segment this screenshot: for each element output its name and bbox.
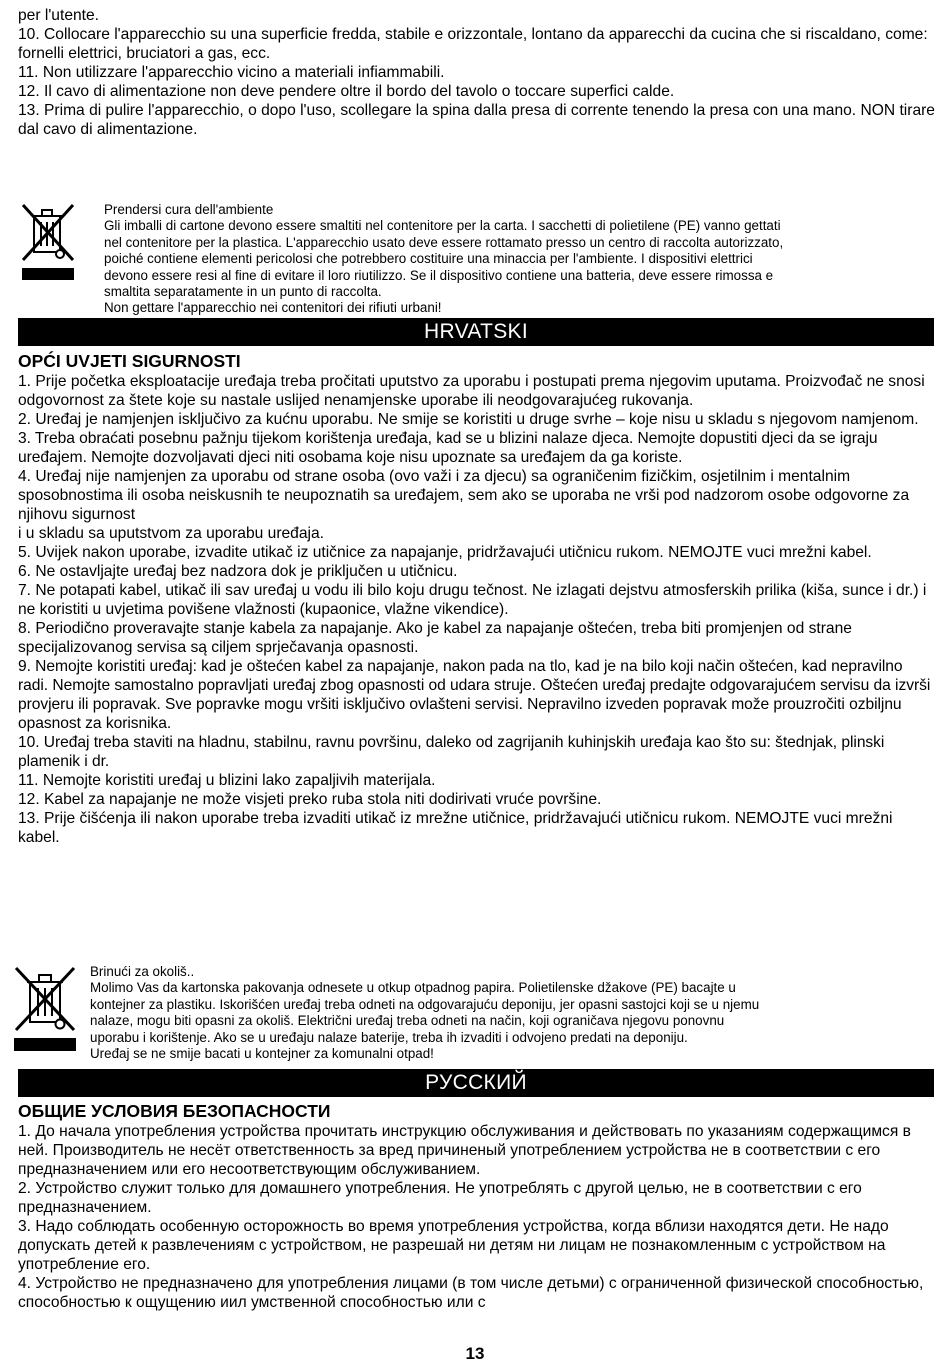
hr-section-heading: OPĆI UVJETI SIGURNOSTI (18, 351, 241, 371)
ru-item: 1. До начала употребления устройства прочитать инструкцию обслуживания и действовать по указаниям содержащимся в ней. Производитель не несёт ответственность за вред причиненый употреблением устройства не в соответствии с его предназначением или его несоответствующим обслуживанием. (18, 1123, 911, 1178)
hr-env-line: nalaze, mogu biti opasni za okoliš. Električni uređaj treba odneti na način, koji ograničava njegovu ponovnu (90, 1013, 725, 1029)
hr-env-line: Brinući za okoliš.. (90, 964, 195, 979)
it-env-line: Non gettare l'apparecchio nei contenitori dei rifiuti urbani! (104, 300, 442, 316)
it-item: per l'utente. (18, 7, 99, 24)
ru-item: 2. Устройство служит только для домашнего употребления. Не употреблять с другой целью, не в соответствии с его предназначением. (18, 1180, 862, 1216)
section-banner-russian: РУССКИЙ (18, 1069, 934, 1097)
hr-item: 10. Uređaj treba staviti na hladnu, stabilnu, ravnu površinu, daleko od zagrijanih kuhinjskih uređaja kao što su: štednjak, plinski plamenik i dr. (18, 734, 885, 770)
hr-item: 4. Uređaj nije namjenjen za uporabu od strane osoba (ovo važi i za djecu) sa ograničenim fizičkim, osjetilnim i mentalnim sposobnostima ili osoba neiskusnih te neupoznatih sa uređajem, sem ako se uporaba ne vrši pod nadzorom osobe odgovorne za njihovu sigurnost (18, 468, 910, 523)
hr-item: 7. Ne potapati kabel, utikač ili sav uređaj u vodu ili bilo koju drugu tečnost. Ne izlagati dejstvu atmosferskih prilika (kiša, sunce i dr.) i ne koristiti u uvjetima povišene vlažnosti (kupaonice, vlažne vikendice). (18, 582, 927, 618)
it-item: 11. Non utilizzare l'apparecchio vicino a materiali infiammabili. (18, 64, 445, 81)
crossed-out-bin-icon (20, 202, 76, 284)
it-env-line: poiché contiene elementi pericolosi che potrebbero costituire una minaccia per l'ambiente. I dispositivi elettrici (104, 251, 753, 267)
it-env-line: Gli imballi di cartone devono essere smaltiti nel contenitore per la carta. I sacchetti di polietilene (PE) vanno gettati (104, 218, 781, 234)
page-number: 13 (465, 1344, 485, 1363)
hr-item: 8. Periodično proveravajte stanje kabela za napajanje. Ako je kabel za napajanje oštećen, treba biti promjenjen od strane specijalizovanog servisa są ciljem sprječavanja opasnosti. (18, 620, 852, 656)
croatian-safety-list (18, 372, 936, 847)
hr-env-line: Uređaj se ne smije bacati u kontejner za komunalni otpad! (90, 1046, 434, 1062)
hr-item: 9. Nemojte koristiti uređaj: kad je oštećen kabel za napajanje, nakon pada na tlo, kad je na bilo koji način oštećen, kad nepravilno radi. Nemojte samostalno popravljati uređaj zbog opasnosti od udara struje. Oštećen uređaj predajte odgovarajućem servisu da izvrši provjeru ili popravak. Sve popravke mogu vršiti isključivo ovlašteni servisi. Nepravilno izveden popravak može prouzročiti ozbiljnu opasnost za korisnika. (18, 658, 931, 732)
hr-item: 6. Ne ostavljajte uređaj bez nadzora dok je priključen u utičnicu. (18, 563, 458, 580)
hr-item: 3. Treba obraćati posebnu pažnju tijekom korištenja uređaja, kad se u blizini nalaze djeca. Nemojte dopustiti djeci da se igraju uređajem. Nemojte dozvoljavati djeci niti osobama koje nisu upoznate sa uređajem da ga koriste. (18, 430, 878, 466)
italian-safety-continuation (18, 6, 936, 139)
it-item: 10. Collocare l'apparecchio su una superficie fredda, stabile e orizzontale, lontano da apparecchi da cucina che si riscaldano, come: fornelli elettrici, bruciatori a gas, ecc. (18, 26, 928, 62)
hr-env-line: Molimo Vas da kartonska pakovanja odnesete u otkup otpadnog papira. Polietilenske džakove (PE) bacajte u (90, 980, 736, 996)
it-env-line: smaltita separatamente in un punto di raccolta. (104, 284, 382, 300)
hr-item: 1. Prije početka eksploatacije uređaja treba pročitati uputstvo za uporabu i postupati prema njegovim uputama. Proizvođač ne snosi odgovornost za štete koje su nastale uslijed nenamjenske uporabe ili neodgovarajućeg rukovanja. (18, 373, 925, 409)
russian-safety-list (18, 1122, 936, 1312)
it-env-line: Prendersi cura dell'ambiente (104, 202, 274, 217)
hr-item: 12. Kabel za napajanje ne može visjeti preko ruba stola niti dodirivati vruće površine. (18, 791, 602, 808)
hr-item: 13. Prije čišćenja ili nakon uporabe treba izvaditi utikač iz mrežne utičnice, pridržavajući utičnicu rukom. NEMOJTE vuci mrežni kabel. (18, 810, 893, 846)
hr-item: 2. Uređaj je namjenjen isključivo za kućnu uporabu. Ne smije se koristiti u druge svrhe – koje nisu u skladu s njegovom namjenom. (18, 411, 919, 428)
ru-section-heading: ОБЩИЕ УСЛОВИЯ БЕЗОПАСНОСТИ (18, 1101, 331, 1121)
hr-env-line: uporabu i korištenje. Ako se u uređaju nalaze baterije, treba ih izvaditi i odvojeno predati na deponiju. (90, 1029, 688, 1045)
it-item: 13. Prima di pulire l'apparecchio, o dopo l'uso, scollegare la spina dalla presa di corrente tenendo la presa con una mano. NON tirare dal cavo di alimentazione. (18, 102, 935, 138)
hr-item: 5. Uvijek nakon uporabe, izvadite utikač iz utičnice za napajanje, pridržavajući utičnicu rukom. NEMOJTE vuci mrežni kabel. (18, 544, 872, 561)
ru-item: 4. Устройство не предназначено для употребления лицами (в том числе детьми) с ограниченной физической способностью, способностью к ощущению иил умственной способностью или с (18, 1275, 924, 1311)
section-banner-hrvatski: HRVATSKI (18, 318, 934, 346)
hr-item: 11. Nemojte koristiti uređaj u blizini lako zapaljivih materijala. (18, 772, 436, 789)
crossed-out-bin-icon (12, 964, 78, 1054)
hr-env-line: kontejner za plastiku. Iskorišćen uređaj treba odneti na odgovarajuću deponiju, jer opasni sastojci koji se u njemu (90, 996, 760, 1012)
it-item: 12. Il cavo di alimentazione non deve pendere oltre il bordo del tavolo o toccare superfici calde. (18, 83, 675, 100)
ru-item: 3. Надо соблюдать особенную осторожность во время употребления устройства, когда вблизи находятся дети. Не надо допускать детей к развлечениям с устройством, не разрешай ни детям ни лицам не познакомленным с устройством на употребление его. (18, 1218, 889, 1273)
it-env-line: nel contenitore per la plastica. L'apparecchio usato deve essere rottamato presso un centro di raccolta autorizzato, (104, 234, 784, 250)
it-env-line: devono essere resi al fine di evitare il loro riutilizzo. Se il dispositivo contiene una batteria, deve essere rimossa e (104, 267, 774, 283)
hr-item: i u skladu sa uputstvom za uporabu uređaja. (18, 525, 324, 542)
